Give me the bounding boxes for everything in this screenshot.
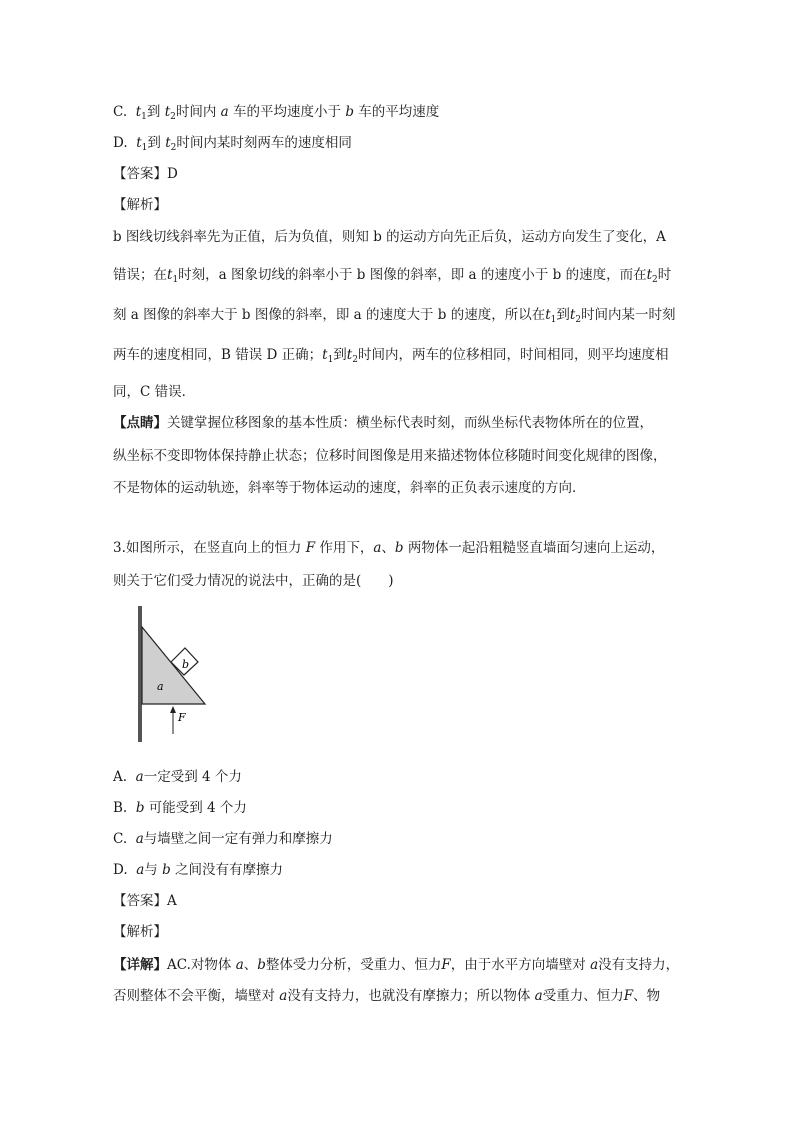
block-a (142, 627, 205, 704)
force-arrow-head (170, 706, 176, 713)
q3-option-d: D. a与 b 之间没有有摩擦力 (113, 862, 284, 878)
note-line-3: 不是物体的运动轨迹，斜率等于物体运动的速度，斜率的正负表示速度的方向． (113, 480, 586, 496)
note-line-2: 纵坐标不变即物体保持静止状态；位移时间图像是用来描述物体位移随时间变化规律的图像， (113, 448, 667, 464)
q3-option-b: B. b 可能受到 4 个力 (113, 800, 247, 816)
analysis-line-4: 两车的速度相同，B 错误 D 正确；$t_1$到$t_2$时间内，两车的位移相同，时间相同，则平均速度相 (113, 347, 669, 365)
label-a: a (157, 680, 164, 693)
wall (138, 606, 142, 742)
note-line-1: 【点睛】关键掌握位移图象的基本性质：横坐标代表时刻，而纵坐标代表物体所在的位置， (113, 415, 653, 431)
analysis-line-1: b 图线切线斜率先为正值，后为负值，则知 b 的运动方向先正后负，运动方向发生了变化，A (113, 229, 666, 245)
wall-blocks-figure (130, 602, 220, 747)
label-F: F (178, 711, 186, 724)
option-d: D. $t_1$到 $t_2$时间内某时刻两车的速度相同 (113, 135, 352, 153)
q3-option-c: C. a与墙壁之间一定有弹力和摩擦力 (113, 831, 333, 847)
detail-line-1: 【详解】AC.对物体 a、b整体受力分析，受重力、恒力F，由于水平方向墙壁对 a没有支持力， (113, 957, 680, 973)
analysis-line-5: 同，C 错误． (113, 384, 196, 400)
analysis-line-2: 错误；在$t_1$时刻，a 图象切线的斜率小于 b 图像的斜率，即 a 的速度小于 b 的速度，而在$t_2$时 (113, 267, 672, 285)
answer-q2: 【答案】D (113, 166, 178, 182)
question-3-stem-1: 3.如图所示，在竖直向上的恒力 F 作用下，a、b 两物体一起沿粗糙竖直墙面匀速向上运动， (113, 540, 665, 556)
q3-option-a: A. a一定受到 4 个力 (113, 769, 242, 785)
question-3-stem-2: 则关于它们受力情况的说法中，正确的是( ) (113, 573, 394, 589)
option-c: C. $t_1$到 $t_2$时间内 a 车的平均速度小于 b 车的平均速度 (113, 104, 440, 122)
label-b: b (182, 658, 190, 671)
analysis-line-3: 刻 a 图像的斜率大于 b 图像的斜率，即 a 的速度大于 b 的速度，所以在$t_1$到$t_2$时间内某一时刻 (113, 307, 676, 325)
analysis-title-q2: 【解析】 (113, 197, 167, 213)
analysis-title-q3: 【解析】 (113, 924, 167, 940)
answer-q3: 【答案】A (113, 893, 177, 909)
detail-line-2: 否则整体不会平衡，墙壁对 a没有支持力，也就没有摩擦力；所以物体 a受重力、恒力F、物 (113, 988, 661, 1004)
